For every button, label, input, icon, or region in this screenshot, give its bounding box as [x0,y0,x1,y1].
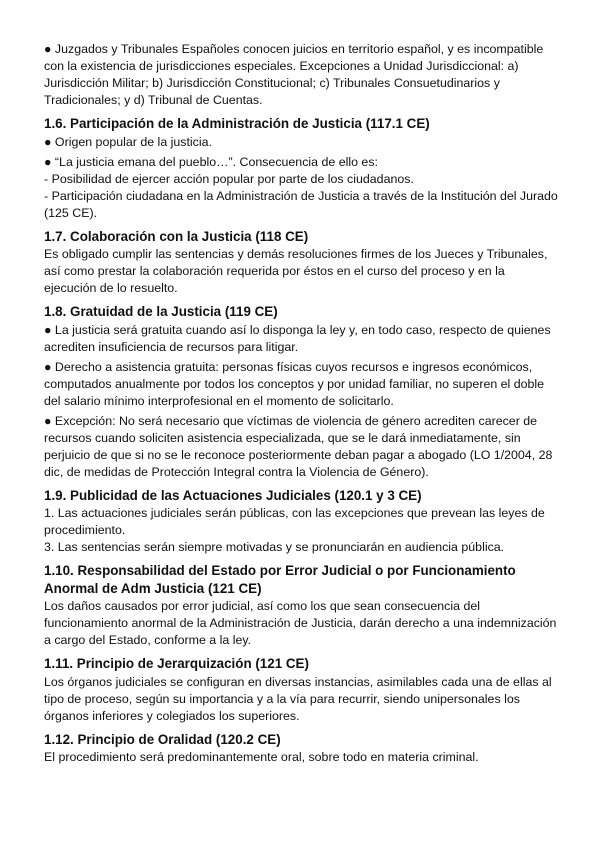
section-1-8-bullet-1: ● La justicia será gratuita cuando así lo disponga la ley y, en todo caso, respecto de quienes acrediten insuficiencia de recursos para litigar. [44,322,551,354]
section-heading-1-9: 1.9. Publicidad de las Actuaciones Judiciales (120.1 y 3 CE) [44,487,422,503]
section-1-8-bullet-2: ● Derecho a asistencia gratuita: personas físicas cuyos recursos e ingresos económicos, computados anualmente por todos los conceptos y por unidad familiar, no superen el doble del salario mínimo interprofesional en el momento de solicitarlo. [44,359,545,408]
section-heading-1-12: 1.12. Principio de Oralidad (120.2 CE) [44,731,281,747]
intro-paragraph: ● Juzgados y Tribunales Españoles conocen juicios en territorio español, y es incompatible con la existencia de jurisdicciones especiales. Excepciones a Unidad Jurisdiccional: a) Jurisdicción Militar; b) Jurisdicción Constitucional; c) Tribunales Consuetudinarios y Tradicionales; y d) Tribunal de Cuentas. [44,42,544,107]
section-1-8-bullet-3: ● Excepción: No será necesario que víctimas de violencia de género acrediten carecer de recursos cuando soliciten asistencia especializada, que se le dará inmediatamente, sin perjuicio de que si no se le reconoce posteriormente deban pagar a abogado (LO 1/2004, 28 dic, de medidas de Protección Integral contra la Violencia de Género). [44,413,553,479]
section-1-7-paragraph: Es obligado cumplir las sentencias y demás resoluciones firmes de los Jueces y Tribunales, así como prestar la colaboración requerida por éstos en el curso del proceso y en la ejecución de lo resuelto. [44,247,548,295]
section-heading-1-10: 1.10. Responsabilidad del Estado por Error Judicial o por Funcionamiento Anormal de Adm Justicia (121 CE) [44,563,516,596]
section-1-6-item-2: - Participación ciudadana en la Administración de Justicia a través de la Institución del Jurado (125 CE). [44,188,558,220]
section-heading-1-11: 1.11. Principio de Jerarquización (121 CE) [44,656,309,671]
section-1-6-item-1: - Posibilidad de ejercer acción popular por parte de los ciudadanos. [44,171,414,186]
page-content [44,41,558,769]
section-1-6-bullet-1: ● Origen popular de la justicia. [44,134,212,149]
section-1-9-item-3: 3. Las sentencias serán siempre motivadas y se pronunciarán en audiencia pública. [44,540,505,554]
section-heading-1-6: 1.6. Participación de la Administración de Justicia (117.1 CE) [44,116,430,131]
section-1-6-bullet-2: ● “La justicia emana del pueblo…”. Consecuencia de ello es: [44,154,378,169]
section-heading-1-8: 1.8. Gratuidad de la Justicia (119 CE) [44,304,278,319]
section-1-11-paragraph: Los órganos judiciales se configuran en diversas instancias, asimilables cada una de ellas al tipo de proceso, según su importancia y a la vía para recurrir, siendo unipersonales los órganos inferiores y colegiados los superiores. [44,674,552,723]
section-1-9-item-1: 1. Las actuaciones judiciales serán públicas, con las excepciones que prevean las leyes de procedimiento. [44,506,545,537]
section-1-12-paragraph: El procedimiento será predominantemente oral, sobre todo en materia criminal. [44,750,479,764]
section-1-10-paragraph: Los daños causados por error judicial, así como los que sean consecuencia del funcionamiento anormal de la Administración de Justicia, darán derecho a una indemnización a cargo del Estado, conforme a la ley. [44,599,557,647]
section-heading-1-7: 1.7. Colaboración con la Justicia (118 CE) [44,228,309,244]
